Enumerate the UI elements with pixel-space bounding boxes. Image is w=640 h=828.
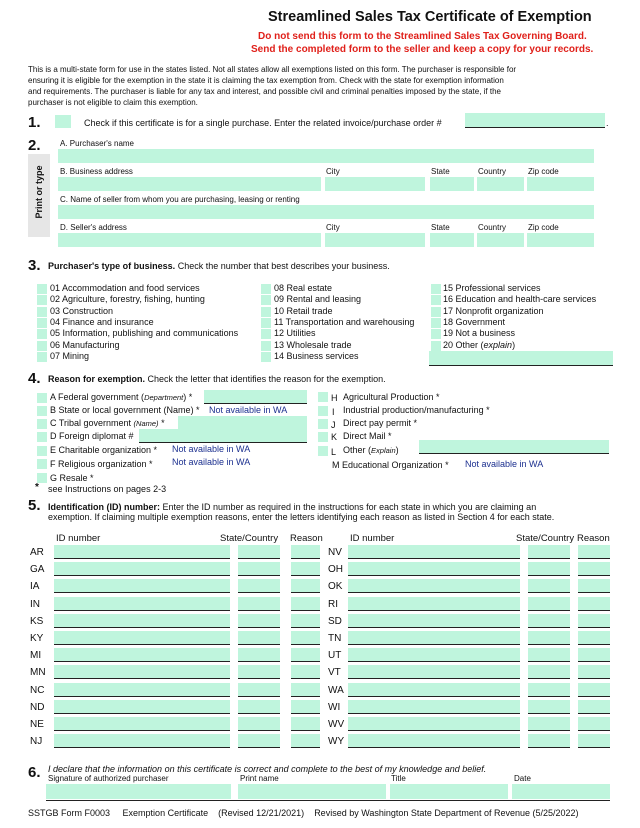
section-6-number: 6. bbox=[28, 764, 41, 781]
reason-l-letter: L bbox=[331, 447, 337, 457]
reason-i-label: Industrial production/manufacturing * bbox=[343, 405, 490, 415]
footer-revised-by: Revised by Washington State Department of Revenue (5/25/2022) bbox=[314, 808, 579, 818]
business-type-other-field[interactable] bbox=[429, 351, 613, 366]
right-state-country-field[interactable] bbox=[528, 717, 570, 731]
declaration-text: I declare that the information on this certificate is correct and complete to the best of my knowledge and belief. bbox=[48, 764, 487, 774]
business-state-label: State bbox=[431, 167, 450, 176]
state-code-right: TN bbox=[328, 633, 342, 644]
state-code-left: NC bbox=[30, 684, 45, 696]
print-or-type-label: Print or type bbox=[34, 165, 44, 219]
business-zip-label: Zip code bbox=[528, 167, 559, 176]
business-type-checkbox[interactable] bbox=[261, 329, 271, 339]
left-state-country-field[interactable] bbox=[238, 545, 280, 559]
purchaser-name-field[interactable] bbox=[58, 149, 594, 163]
seller-zip-field[interactable] bbox=[527, 233, 594, 247]
left-reason-field[interactable] bbox=[291, 631, 320, 645]
form-title: Streamlined Sales Tax Certificate of Exemption bbox=[268, 9, 592, 25]
business-type-option: 17 Nonprofit organization bbox=[443, 305, 544, 316]
business-type-checkbox[interactable] bbox=[431, 329, 441, 339]
business-type-20-explain: explain bbox=[483, 340, 513, 350]
section-4-number: 4. bbox=[28, 370, 41, 387]
left-reason-field[interactable] bbox=[291, 545, 320, 559]
right-id-number-field[interactable] bbox=[348, 631, 520, 645]
left-reason-field[interactable] bbox=[291, 562, 320, 576]
left-state-country-field[interactable] bbox=[238, 562, 280, 576]
right-id-number-field[interactable] bbox=[348, 665, 520, 679]
title-field[interactable] bbox=[390, 784, 508, 799]
left-reason-header: Reason bbox=[290, 533, 323, 544]
left-state-country-field[interactable] bbox=[238, 648, 280, 662]
left-id-number-field[interactable] bbox=[54, 683, 230, 697]
left-id-number-field[interactable] bbox=[54, 562, 230, 576]
right-id-number-field[interactable] bbox=[348, 545, 520, 559]
left-id-number-field[interactable] bbox=[54, 665, 230, 679]
right-state-country-field[interactable] bbox=[528, 597, 570, 611]
business-type-20-label: 20 Other ( bbox=[443, 340, 484, 350]
intro-line-4: purchaser is not eligible to claim this exemption. bbox=[28, 98, 198, 107]
right-id-number-field[interactable] bbox=[348, 614, 520, 628]
right-reason-field[interactable] bbox=[578, 665, 610, 679]
left-reason-field[interactable] bbox=[291, 665, 320, 679]
right-reason-field[interactable] bbox=[578, 579, 610, 593]
intro-line-2: ensuring it is eligible for the exemption in the state it is claiming the tax exemption from. Check with the state for exemption information bbox=[28, 76, 504, 85]
reason-d-label: D Foreign diplomat # bbox=[50, 431, 134, 441]
seller-name-label: C. Name of seller from whom you are purchasing, leasing or renting bbox=[60, 195, 300, 204]
right-reason-field[interactable] bbox=[578, 631, 610, 645]
left-id-number-field[interactable] bbox=[54, 734, 230, 748]
business-type-option: 13 Wholesale trade bbox=[274, 339, 352, 350]
intro-line-1: This is a multi-state form for use in the states listed. Not all states allow all exemptions listed on this form. The purchaser is responsible for bbox=[28, 65, 517, 74]
right-state-country-header: State/Country bbox=[516, 533, 575, 544]
reason-k-checkbox[interactable] bbox=[318, 432, 328, 442]
right-reason-field[interactable] bbox=[578, 700, 610, 714]
state-code-left: KY bbox=[30, 633, 44, 644]
state-code-right: OK bbox=[328, 581, 343, 593]
left-id-number-field[interactable] bbox=[54, 579, 230, 593]
right-reason-field[interactable] bbox=[578, 597, 610, 611]
business-city-label: City bbox=[326, 167, 340, 176]
state-code-left: AR bbox=[30, 547, 44, 558]
left-state-country-field[interactable] bbox=[238, 614, 280, 628]
footer-form-name: Exemption Certificate bbox=[122, 808, 209, 818]
business-type-option: 12 Utilities bbox=[274, 328, 316, 339]
reason-h-letter: H bbox=[331, 393, 338, 403]
reason-a-department-field[interactable] bbox=[204, 390, 307, 404]
business-type-checkbox[interactable] bbox=[261, 284, 271, 294]
state-code-left: NE bbox=[30, 719, 44, 730]
right-id-number-field[interactable] bbox=[348, 562, 520, 576]
state-code-right: WA bbox=[328, 684, 344, 696]
single-purchase-text: Check if this certificate is for a single purchase. Enter the related invoice/purchase order # bbox=[84, 118, 442, 128]
right-state-country-field[interactable] bbox=[528, 562, 570, 576]
right-id-number-field[interactable] bbox=[348, 734, 520, 748]
business-type-checkbox[interactable] bbox=[37, 352, 47, 362]
business-type-option: 04 Finance and insurance bbox=[50, 316, 154, 327]
left-reason-field[interactable] bbox=[291, 597, 320, 611]
reason-j-letter: J bbox=[331, 420, 336, 430]
seller-state-label: State bbox=[431, 223, 450, 232]
business-type-checkbox[interactable] bbox=[431, 307, 441, 317]
left-reason-field[interactable] bbox=[291, 648, 320, 662]
seller-country-label: Country bbox=[478, 223, 507, 232]
state-code-right: OH bbox=[328, 564, 343, 576]
business-type-checkbox[interactable] bbox=[431, 284, 441, 294]
right-state-country-field[interactable] bbox=[528, 683, 570, 697]
right-state-country-field[interactable] bbox=[528, 734, 570, 748]
signature-divider bbox=[46, 800, 610, 801]
reason-a-checkbox[interactable] bbox=[37, 393, 47, 403]
reason-e-label: E Charitable organization * bbox=[50, 445, 158, 455]
business-zip-field[interactable] bbox=[527, 177, 594, 191]
state-code-right: RI bbox=[328, 598, 338, 610]
reason-l-label: Other (Explain) bbox=[343, 445, 399, 455]
reason-m-label: M Educational Organization * bbox=[332, 460, 449, 470]
business-type-checkbox[interactable] bbox=[261, 341, 271, 351]
date-field[interactable] bbox=[512, 784, 610, 799]
left-state-country-header: State/Country bbox=[220, 533, 279, 544]
id-number-heading bbox=[48, 502, 536, 512]
section-3-number: 3. bbox=[28, 257, 41, 274]
left-id-number-field[interactable] bbox=[54, 648, 230, 662]
reason-l-checkbox[interactable] bbox=[318, 446, 328, 456]
right-id-number-field[interactable] bbox=[348, 579, 520, 593]
seller-address-field[interactable] bbox=[58, 233, 321, 247]
left-state-country-field[interactable] bbox=[238, 717, 280, 731]
business-type-title: Purchaser's type of business. bbox=[48, 261, 176, 271]
id-number-title: Identification (ID) number: bbox=[48, 502, 160, 512]
business-type-option: 02 Agriculture, forestry, fishing, hunting bbox=[50, 294, 205, 305]
exemption-reason-title: Reason for exemption. bbox=[48, 374, 146, 384]
business-state-field[interactable] bbox=[430, 177, 474, 191]
left-id-number-field[interactable] bbox=[54, 631, 230, 645]
reason-f-label: F Religious organization * bbox=[50, 459, 153, 469]
reason-a-label: A Federal government (Department) * bbox=[50, 392, 193, 402]
instructions-footnote: see Instructions on pages 2-3 bbox=[48, 484, 167, 494]
reason-j-checkbox[interactable] bbox=[318, 419, 328, 429]
seller-country-field[interactable] bbox=[477, 233, 524, 247]
right-id-number-field[interactable] bbox=[348, 597, 520, 611]
state-code-left: IN bbox=[30, 598, 40, 610]
business-type-checkbox[interactable] bbox=[37, 341, 47, 351]
footer bbox=[28, 808, 579, 818]
left-id-number-field[interactable] bbox=[54, 614, 230, 628]
reason-e-checkbox[interactable] bbox=[37, 446, 47, 456]
business-type-option: 06 Manufacturing bbox=[50, 339, 120, 350]
business-address-field[interactable] bbox=[58, 177, 321, 191]
purchaser-name-label: A. Purchaser's name bbox=[60, 139, 135, 148]
left-reason-field[interactable] bbox=[291, 579, 320, 593]
state-code-left: GA bbox=[30, 564, 45, 576]
business-type-instruction: Check the number that best describes your business. bbox=[175, 261, 390, 271]
section-1-number: 1. bbox=[28, 114, 41, 131]
footnote-star: * bbox=[35, 482, 39, 493]
state-code-left: MN bbox=[30, 667, 46, 679]
invoice-number-field[interactable] bbox=[465, 113, 605, 128]
right-reason-field[interactable] bbox=[578, 734, 610, 748]
business-type-checkbox[interactable] bbox=[37, 284, 47, 294]
print-name-label: Print name bbox=[240, 774, 279, 783]
business-type-checkbox[interactable] bbox=[261, 318, 271, 328]
business-type-checkbox[interactable] bbox=[261, 307, 271, 317]
right-reason-field[interactable] bbox=[578, 614, 610, 628]
right-state-country-field[interactable] bbox=[528, 665, 570, 679]
business-type-checkbox[interactable] bbox=[431, 295, 441, 305]
state-code-left: IA bbox=[30, 581, 40, 593]
business-type-option: 11 Transportation and warehousing bbox=[274, 316, 415, 327]
reason-b-note: Not available in WA bbox=[209, 405, 288, 415]
seller-city-field[interactable] bbox=[325, 233, 425, 247]
left-id-number-field[interactable] bbox=[54, 597, 230, 611]
right-reason-header: Reason bbox=[577, 533, 610, 544]
business-type-option: 19 Not a business bbox=[443, 328, 516, 339]
reason-c-label: C Tribal government (Name) * bbox=[50, 418, 165, 428]
reason-h-checkbox[interactable] bbox=[318, 392, 328, 402]
reason-m-note: Not available in WA bbox=[465, 459, 544, 469]
state-code-right: VT bbox=[328, 667, 341, 679]
reason-f-checkbox[interactable] bbox=[37, 459, 47, 469]
intro-line-3: and requirements. The purchaser is liable for any tax and interest, and possible civil and criminal penalties imposed by the state, if the bbox=[28, 87, 501, 96]
business-type-option: 01 Accommodation and food services bbox=[50, 283, 200, 293]
left-id-number-field[interactable] bbox=[54, 700, 230, 714]
reason-h-label: Agricultural Production * bbox=[343, 392, 440, 402]
business-type-option: 16 Education and health-care services bbox=[443, 294, 597, 305]
business-type-checkbox[interactable] bbox=[261, 295, 271, 305]
reason-d-diplomat-field[interactable] bbox=[139, 429, 307, 443]
left-id-header: ID number bbox=[56, 533, 101, 544]
right-id-number-field[interactable] bbox=[348, 717, 520, 731]
reason-k-letter: K bbox=[331, 432, 338, 442]
business-type-checkbox[interactable] bbox=[431, 318, 441, 328]
single-purchase-checkbox[interactable] bbox=[55, 115, 71, 128]
state-code-right: WV bbox=[328, 719, 345, 730]
right-id-number-field[interactable] bbox=[348, 700, 520, 714]
business-type-20-checkbox[interactable] bbox=[431, 341, 441, 351]
business-type-checkbox[interactable] bbox=[37, 307, 47, 317]
business-type-option: 18 Government bbox=[443, 316, 506, 327]
left-id-number-field[interactable] bbox=[54, 717, 230, 731]
left-state-country-field[interactable] bbox=[238, 597, 280, 611]
right-state-country-field[interactable] bbox=[528, 579, 570, 593]
section-2-number: 2. bbox=[28, 137, 41, 154]
footer-form-id: SSTGB Form F0003 bbox=[28, 808, 111, 818]
seller-city-label: City bbox=[326, 223, 340, 232]
seller-zip-label: Zip code bbox=[528, 223, 559, 232]
right-state-country-field[interactable] bbox=[528, 648, 570, 662]
reason-c-checkbox[interactable] bbox=[37, 419, 47, 429]
business-type-option: 03 Construction bbox=[50, 305, 114, 316]
business-type-option: 10 Retail trade bbox=[274, 305, 333, 316]
left-id-number-field[interactable] bbox=[54, 545, 230, 559]
print-name-field[interactable] bbox=[238, 784, 386, 799]
warning-line-2: Send the completed form to the seller and keep a copy for your records. bbox=[251, 44, 594, 55]
state-code-right: WY bbox=[328, 736, 345, 748]
signature-field[interactable] bbox=[46, 784, 231, 799]
state-code-right: WI bbox=[328, 701, 341, 713]
exemption-reason-heading bbox=[48, 374, 386, 384]
reason-b-label: B State or local government (Name) * bbox=[50, 405, 200, 415]
business-type-option: 14 Business services bbox=[274, 350, 359, 361]
right-id-header: ID number bbox=[350, 533, 395, 544]
exemption-reason-instruction: Check the letter that identifies the reason for the exemption. bbox=[145, 374, 386, 384]
business-type-option: 09 Rental and leasing bbox=[274, 294, 362, 305]
business-country-label: Country bbox=[478, 167, 507, 176]
reason-c-name-field[interactable] bbox=[178, 416, 307, 430]
id-number-text-1: Enter the ID number as required in the instructions for each state in which you are claiming an bbox=[160, 502, 537, 512]
left-reason-field[interactable] bbox=[291, 717, 320, 731]
left-reason-field[interactable] bbox=[291, 734, 320, 748]
left-reason-field[interactable] bbox=[291, 683, 320, 697]
reason-g-label: G Resale * bbox=[50, 473, 94, 483]
seller-address-label: D. Seller's address bbox=[60, 223, 127, 232]
right-state-country-field[interactable] bbox=[528, 545, 570, 559]
business-city-field[interactable] bbox=[325, 177, 425, 191]
right-reason-field[interactable] bbox=[578, 717, 610, 731]
section-5-number: 5. bbox=[28, 497, 41, 514]
right-id-number-field[interactable] bbox=[348, 683, 520, 697]
print-or-type-tab bbox=[28, 154, 50, 237]
business-type-option: 08 Real estate bbox=[274, 283, 333, 293]
reason-k-label: Direct Mail * bbox=[343, 431, 392, 441]
reason-j-label: Direct pay permit * bbox=[343, 418, 418, 428]
business-type-checkbox[interactable] bbox=[37, 329, 47, 339]
left-state-country-field[interactable] bbox=[238, 734, 280, 748]
left-reason-field[interactable] bbox=[291, 614, 320, 628]
business-type-checkbox[interactable] bbox=[261, 352, 271, 362]
business-type-20-close: ) bbox=[512, 340, 516, 350]
state-code-right: NV bbox=[328, 547, 342, 558]
reason-e-note: Not available in WA bbox=[172, 444, 251, 454]
state-code-left: KS bbox=[30, 615, 44, 627]
business-type-checkbox[interactable] bbox=[37, 318, 47, 328]
business-country-field[interactable] bbox=[477, 177, 524, 191]
business-type-option: 05 Information, publishing and communications bbox=[50, 328, 239, 339]
signature-label: Signature of authorized purchaser bbox=[48, 774, 169, 783]
state-code-left: NJ bbox=[30, 736, 43, 748]
business-type-20 bbox=[443, 340, 515, 350]
business-type-option: 15 Professional services bbox=[443, 283, 541, 293]
business-type-heading bbox=[48, 261, 390, 271]
state-code-left: ND bbox=[30, 701, 45, 713]
date-label: Date bbox=[514, 774, 531, 783]
right-reason-field[interactable] bbox=[578, 648, 610, 662]
seller-name-field[interactable] bbox=[58, 205, 594, 219]
title-label: Title bbox=[391, 774, 406, 783]
reason-f-note: Not available in WA bbox=[172, 457, 251, 467]
state-code-right: SD bbox=[328, 615, 342, 627]
reason-i-letter: I bbox=[332, 407, 335, 417]
reason-d-checkbox[interactable] bbox=[37, 432, 47, 442]
state-code-left: MI bbox=[30, 650, 42, 662]
left-state-country-field[interactable] bbox=[238, 683, 280, 697]
right-state-country-field[interactable] bbox=[528, 631, 570, 645]
left-state-country-field[interactable] bbox=[238, 665, 280, 679]
reason-b-checkbox[interactable] bbox=[37, 406, 47, 416]
seller-state-field[interactable] bbox=[430, 233, 474, 247]
left-state-country-field[interactable] bbox=[238, 579, 280, 593]
state-code-right: UT bbox=[328, 650, 342, 662]
footer-revised: (Revised 12/21/2021) bbox=[218, 808, 305, 818]
left-state-country-field[interactable] bbox=[238, 631, 280, 645]
left-state-country-field[interactable] bbox=[238, 700, 280, 714]
right-state-country-field[interactable] bbox=[528, 614, 570, 628]
reason-i-checkbox[interactable] bbox=[318, 406, 328, 416]
id-number-text-2: exemption. If claiming multiple exemption reasons, enter the letters identifying each reason as listed in Section 4 for each state. bbox=[48, 512, 555, 522]
right-state-country-field[interactable] bbox=[528, 700, 570, 714]
right-reason-field[interactable] bbox=[578, 683, 610, 697]
business-type-option: 07 Mining bbox=[50, 350, 90, 361]
business-type-checkbox[interactable] bbox=[37, 295, 47, 305]
business-address-label: B. Business address bbox=[60, 167, 133, 176]
warning-line-1: Do not send this form to the Streamlined Sales Tax Governing Board. bbox=[258, 31, 587, 42]
left-reason-field[interactable] bbox=[291, 700, 320, 714]
right-reason-field[interactable] bbox=[578, 545, 610, 559]
right-id-number-field[interactable] bbox=[348, 648, 520, 662]
right-reason-field[interactable] bbox=[578, 562, 610, 576]
reason-l-explain-field[interactable] bbox=[419, 440, 609, 454]
